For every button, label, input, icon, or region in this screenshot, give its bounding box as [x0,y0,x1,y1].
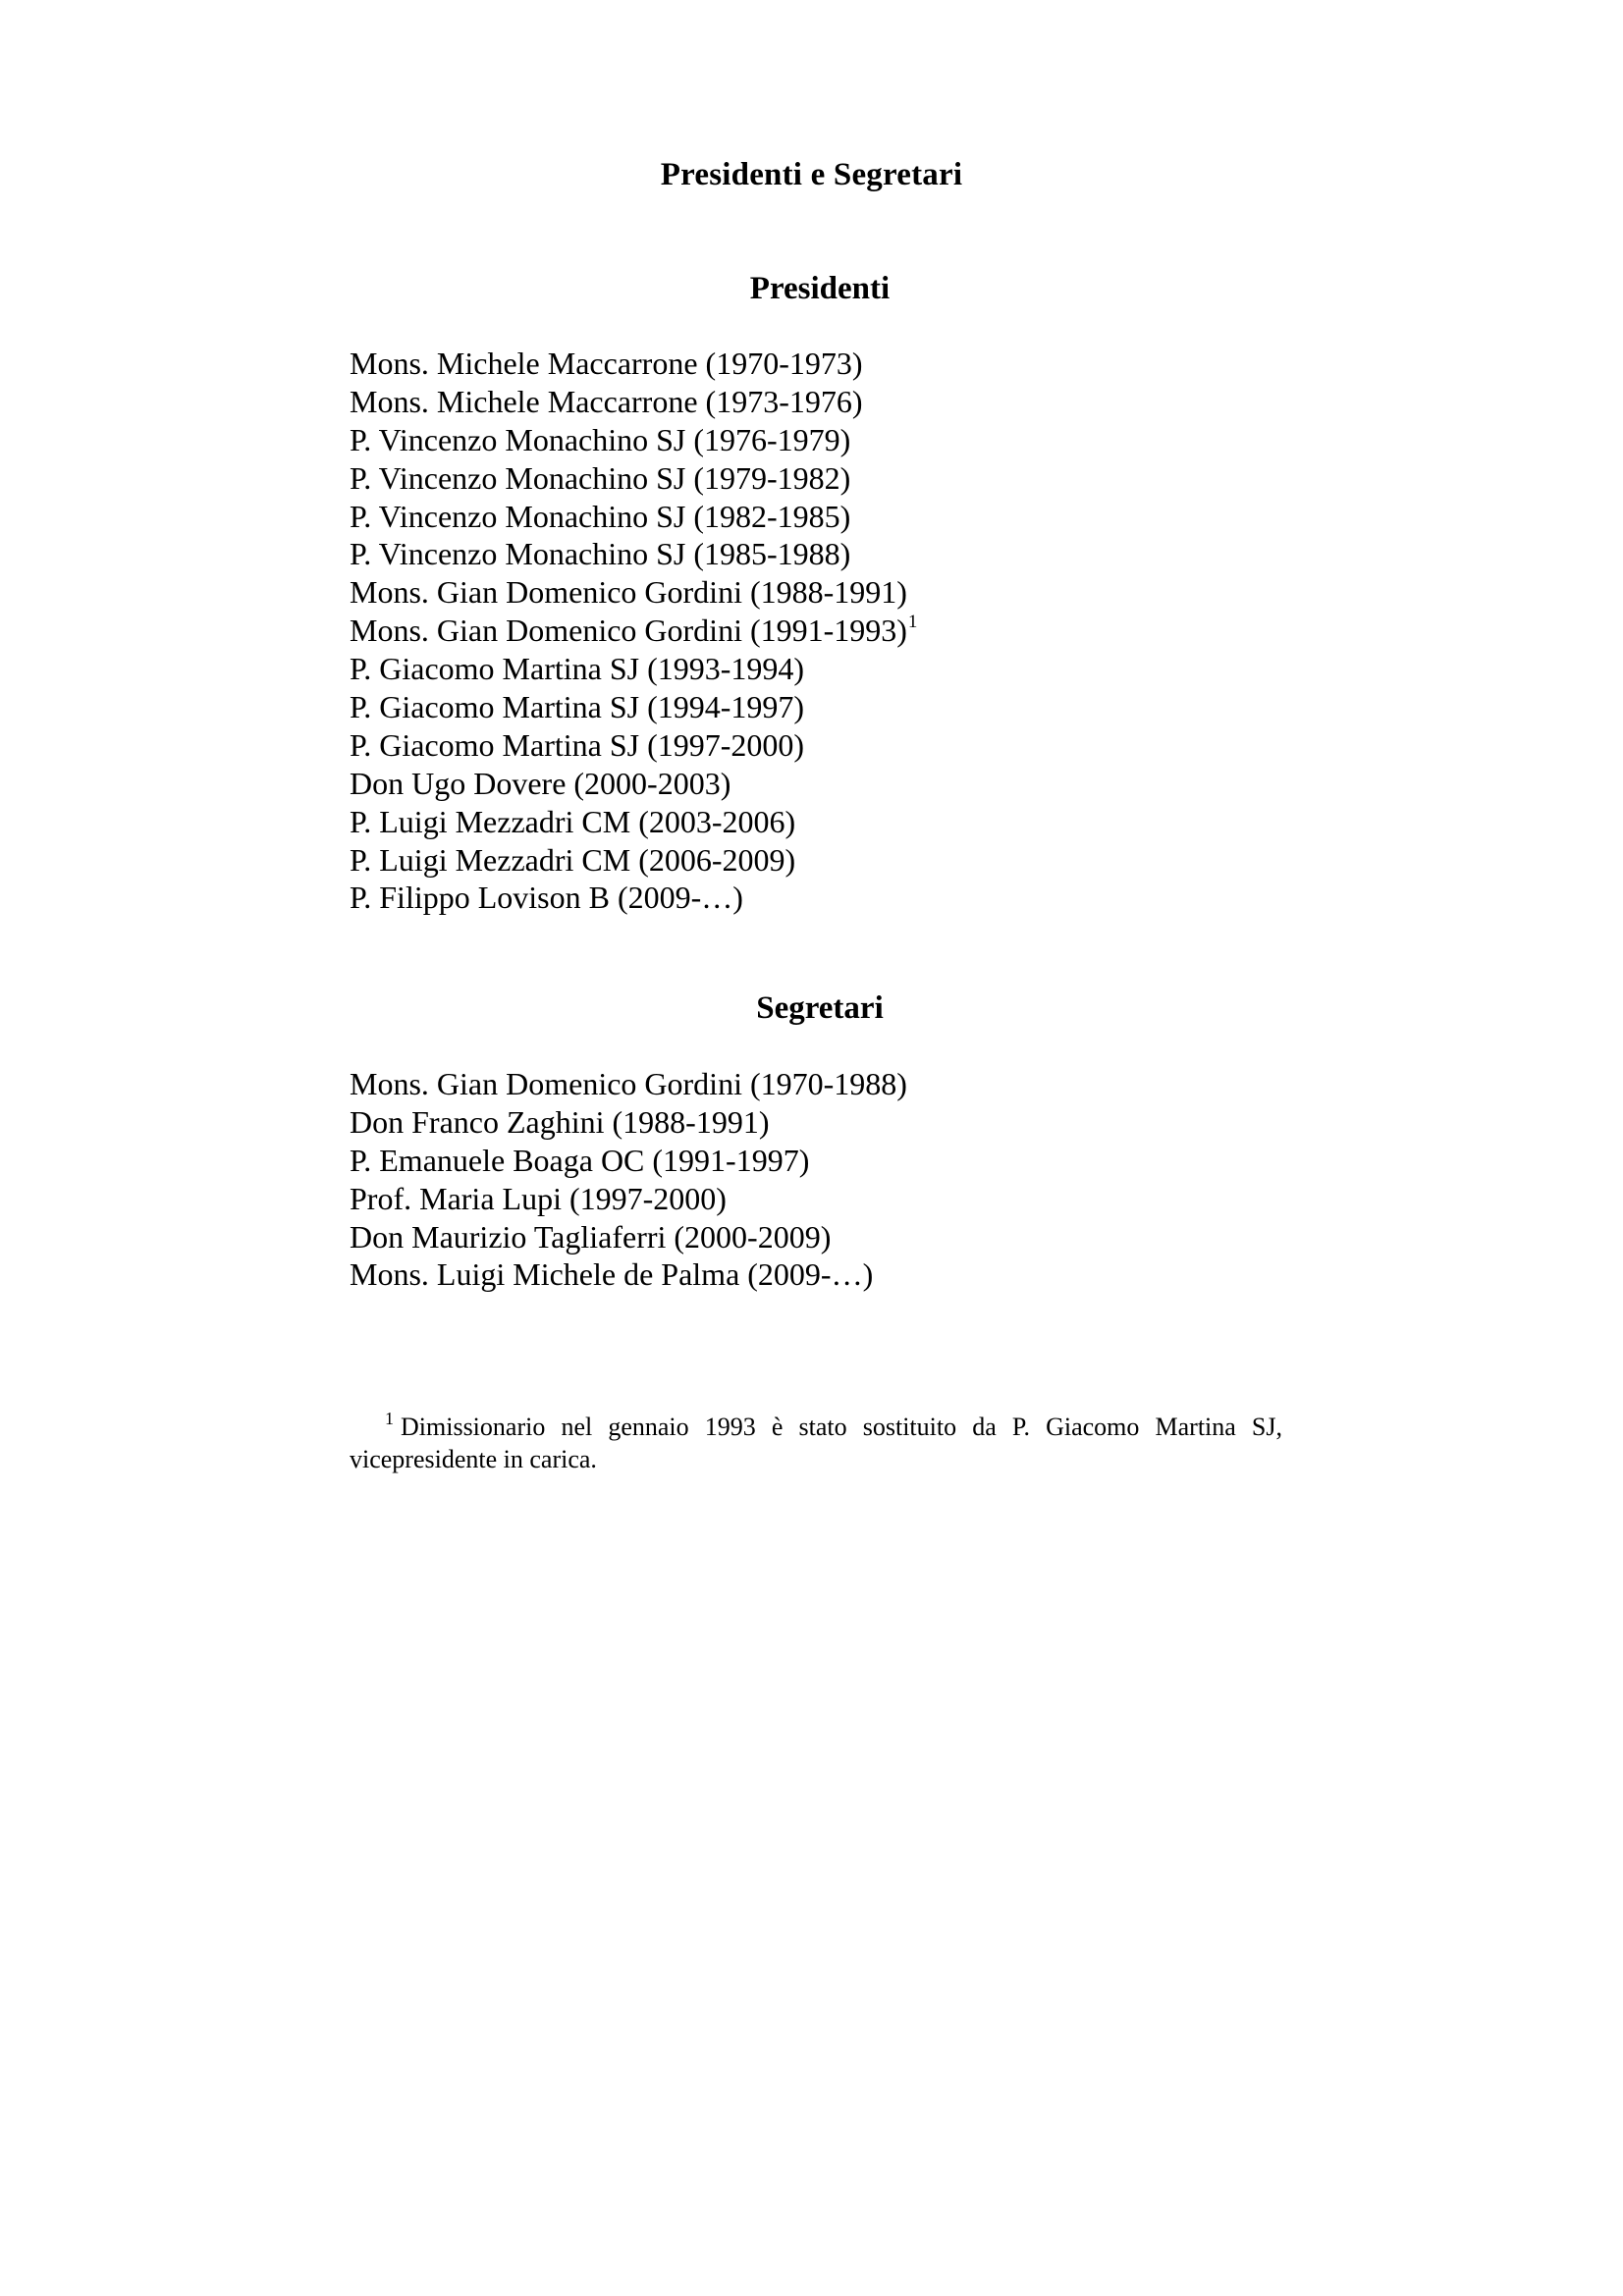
list-item-text: P. Vincenzo Monachino SJ (1976-1979) [350,421,851,457]
list-item [350,498,917,536]
list-item-text: Mons. Luigi Michele de Palma (2009-…) [350,1256,874,1293]
list-item-text: P. Giacomo Martina SJ (1993-1994) [350,651,805,687]
list-item-text: Mons. Michele Maccarrone (1973-1976) [350,383,863,419]
segretari-heading: Segretari [756,990,884,1026]
list-item-text: Don Franco Zaghini (1988-1991) [350,1103,770,1140]
list-item [350,726,917,765]
list-item-text: Don Maurizio Tagliaferri (2000-2009) [350,1218,832,1255]
document-title: Presidenti e Segretari [660,157,963,192]
list-item [350,765,917,803]
list-item [350,1142,907,1180]
list-item [350,803,917,841]
list-item-text: P. Vincenzo Monachino SJ (1985-1988) [350,536,851,572]
list-item [350,1255,907,1294]
footnote-first-line [350,1411,1282,1443]
footnote [350,1411,1282,1475]
list-item [350,535,917,573]
list-item-text: P. Giacomo Martina SJ (1997-2000) [350,726,805,763]
list-item [350,841,917,880]
list-item [350,345,917,383]
list-item [350,421,917,459]
list-item-text: P. Filippo Lovison B (2009-…) [350,880,743,916]
footnote-text-line1: Dimissionario nel gennaio 1993 è stato sostituito da P. Giacomo Martina SJ, [401,1413,1282,1441]
list-item [350,383,917,421]
presidenti-heading: Presidenti [749,271,891,306]
footnote-text-line2: vicepresidente in carica. [350,1445,597,1473]
list-item-text: P. Emanuele Boaga OC (1991-1997) [350,1142,810,1178]
list-item [350,1065,907,1103]
footnote-marker: 1 [385,1409,394,1428]
list-item-text: P. Vincenzo Monachino SJ (1979-1982) [350,459,851,496]
list-item-text: P. Vincenzo Monachino SJ (1982-1985) [350,498,851,534]
list-item [350,879,917,917]
list-item-text: Mons. Gian Domenico Gordini (1991-1993) [350,613,907,649]
list-item [350,688,917,726]
list-item-text: Don Ugo Dovere (2000-2003) [350,765,731,801]
list-item [350,1180,907,1218]
list-item [350,650,917,688]
list-item [350,612,917,650]
presidenti-list [350,345,917,917]
list-item [350,1103,907,1142]
list-item-text: Mons. Gian Domenico Gordini (1988-1991) [350,574,907,611]
list-item-text: P. Luigi Mezzadri CM (2003-2006) [350,803,796,839]
list-item-text: Mons. Michele Maccarrone (1970-1973) [350,346,863,381]
list-item-text: Mons. Gian Domenico Gordini (1970-1988) [350,1066,907,1101]
footnote-reference[interactable]: 1 [907,612,918,633]
list-item [350,1218,907,1256]
list-item [350,573,917,612]
list-item [350,459,917,498]
list-item-text: P. Giacomo Martina SJ (1994-1997) [350,689,805,725]
list-item-text: Prof. Maria Lupi (1997-2000) [350,1180,727,1216]
list-item-text: P. Luigi Mezzadri CM (2006-2009) [350,841,796,878]
segretari-list [350,1065,907,1294]
